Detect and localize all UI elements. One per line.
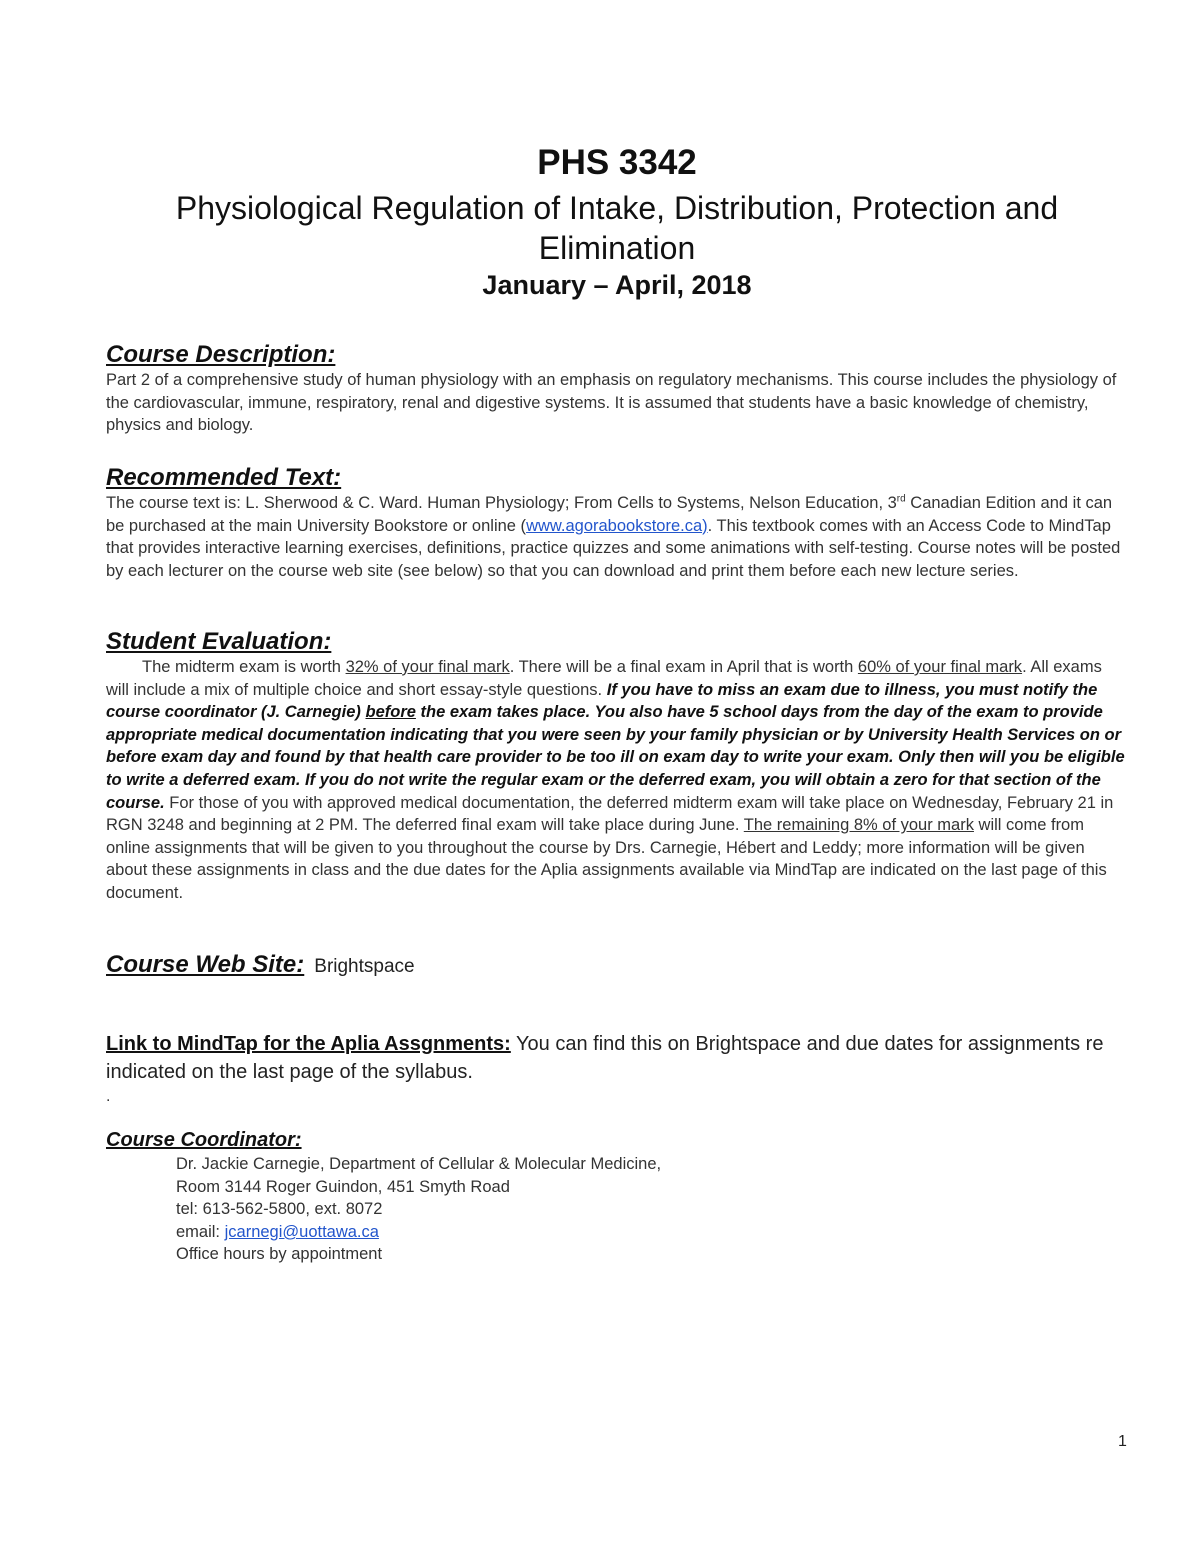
course-website-heading: Course Web Site: [106,951,305,978]
eval-text-2: . There will be a final exam in April that is worth [509,658,858,676]
student-evaluation-body [106,656,1126,905]
coordinator-phone: tel: 613-562-5800, ext. 8072 [176,1200,383,1219]
course-title: Physiological Regulation of Intake, Distribution, Protection and Elimination [175,190,1059,266]
assignment-weight: The remaining 8% of your mark [743,816,974,835]
course-website-value: Brightspace [314,956,415,977]
eval-text-5: will come from online assignments that will be given to you throughout the course by Drs. Carnegie, Hébert and Leddy; more information will be given about these assignments in class and the due dates for the Aplia assignments available via MindTap are indicated on the last page of this document. [106,816,1107,902]
recommended-text-section [106,464,1126,582]
final-weight: 60% of your final mark [857,658,1023,676]
eval-text-4: For those of you with approved medical documentation, the deferred midterm exam will take place on Wednesday, February 21 in RGN 3248 and beginning at 2 PM. The deferred final exam will take place during June. [106,793,1114,835]
course-code: PHS 3342 [537,143,697,182]
mindtap-label: Link to MindTap for the Aplia Assgnments: [106,1033,511,1055]
mindtap-text: You can find this on Brightspace and due dates for assignments re indicated on the last page of the syllabus. [106,1033,1104,1083]
illness-policy-2: the exam takes place. You also have 5 school days from the day of the exam to provide appropriate medical documentation indicating that you were seen by your family physician or by University Health Services on or before exam day and found by that health care provider to be too ill on exam day to write your exam. Only then will you be eligible to write a deferred exam. If you do not write the regular exam or the deferred exam, you will obtain a zero for that section of the course. [106,703,1125,812]
coordinator-email-link[interactable]: jcarnegi@uottawa.ca [224,1222,379,1241]
midterm-weight: 32% of your final mark [345,658,510,676]
coordinator-room: Room 3144 Roger Guindon, 451 Smyth Road [176,1177,510,1196]
stray-dot: . [106,1088,111,1105]
mindtap-line [106,1030,1146,1086]
eval-text-3: . All exams will include a mix of multiple choice and short essay-style questions. [106,658,1102,699]
recommended-text-heading: Recommended Text: [106,464,342,491]
edition-superscript: rd [896,493,906,505]
course-coordinator-details [176,1153,661,1266]
illness-policy-1: If you have to miss an exam due to illness, you must notify the course coordinator (J. Carnegie) [106,680,1098,722]
office-hours: Office hours by appointment [176,1245,383,1264]
student-evaluation-section [106,628,1126,905]
course-website-line [106,951,415,979]
text-part-1: The course text is: L. Sherwood & C. Ward. Human Physiology; From Cells to Systems, Nelson Education, 3 [106,494,897,512]
coordinator-name: Dr. Jackie Carnegie, Department of Cellular & Molecular Medicine, [176,1155,662,1173]
course-description-heading: Course Description: [106,341,336,368]
email-label: email: [176,1222,225,1241]
student-evaluation-heading: Student Evaluation: [106,628,332,655]
text-part-2: Canadian Edition and it can be purchased at the main University Bookstore or online ( [106,494,1113,535]
recommended-text-body [106,492,1126,582]
course-coordinator-heading: Course Coordinator: [106,1129,302,1151]
bookstore-link[interactable]: www.agorabookstore.ca) [526,516,708,535]
eval-text-1: The midterm exam is worth [142,658,346,676]
illness-policy-before: before [365,703,416,722]
course-description-section [106,341,1126,437]
course-description-text: Part 2 of a comprehensive study of human physiology with an emphasis on regulatory mechanisms. This course includes the physiology of the cardiovascular, immune, respiratory, renal and digestive systems. It is assumed that students have a basic knowledge of chemistry, physics and biology. [106,371,1117,435]
coordinator-email-line [176,1221,661,1244]
course-term: January – April, 2018 [482,270,752,300]
text-part-3: . This textbook comes with an Access Code to MindTap that provides interactive learning exercises, definitions, practice quizzes and some animations with self-testing. Course notes will be posted by each lecturer on the course web site (see below) so that you can download and print them before each new lecture series. [106,516,1121,580]
page-number: 1 [1118,1433,1127,1450]
